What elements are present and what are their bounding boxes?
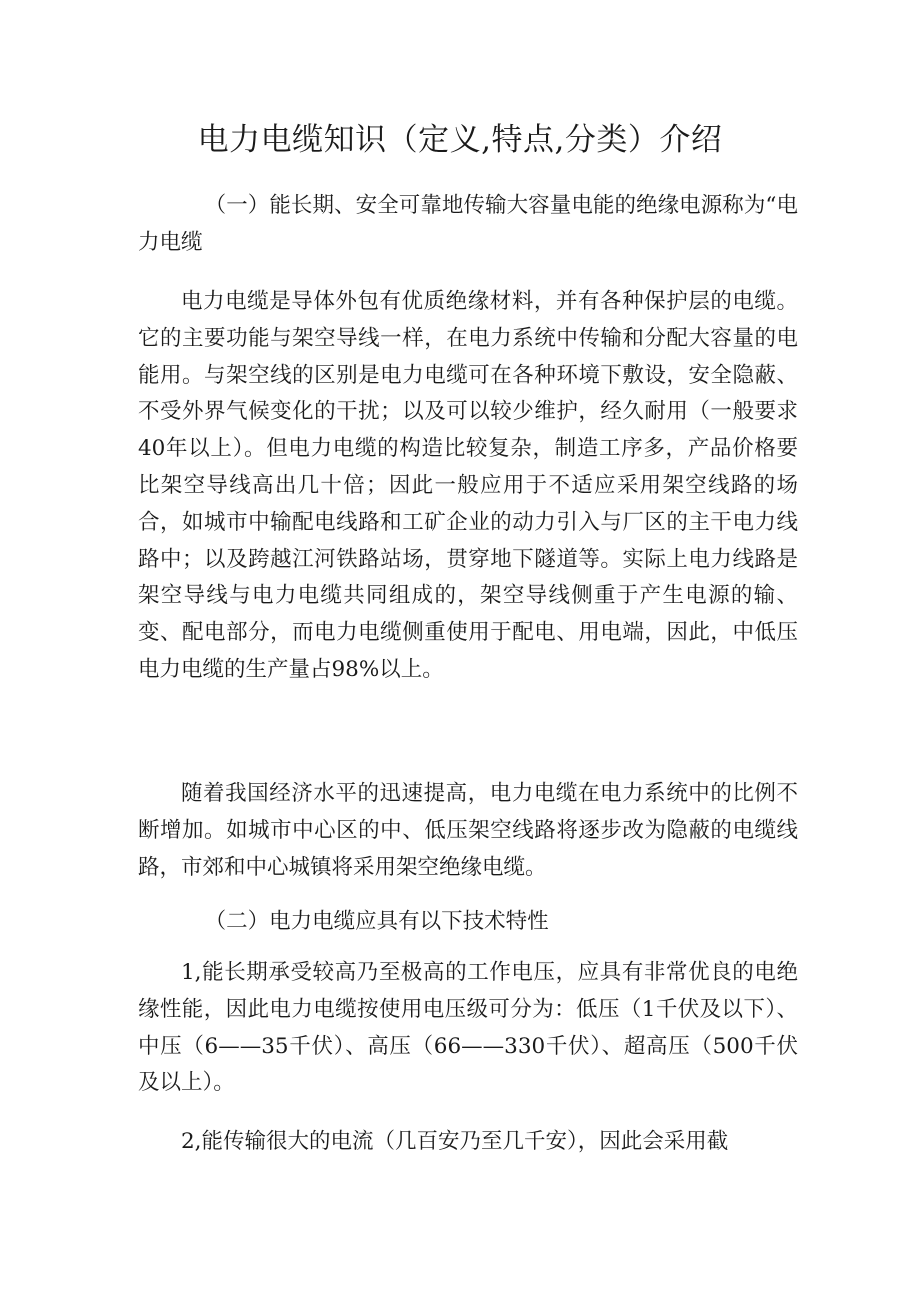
paragraph-2: 随着我国经济水平的迅速提高，电力电缆在电力系统中的比例不断增加。如城市中心区的中、低压架空线路将逐步改为隐蔽的电缆线路，市郊和中心城镇将采用架空绝缘电缆。 <box>138 781 798 880</box>
section-heading-2: （二）电力电缆应具有以下技术特性 <box>204 909 549 934</box>
paragraph-3: 1,能长期承受较高乃至极高的工作电压，应具有非常优良的电绝缘性能，因此电力电缆按使用电压级可分为：低压（1千伏及以下）、中压（6——35千伏）、高压（66——330千伏）、超高压（500千伏及以上）。 <box>138 960 798 1096</box>
section-heading-1: （一）能长期、安全可靠地传输大容量电能的绝缘电源称为“电力电缆 <box>138 193 798 255</box>
document-title: 电力电缆知识（定义,特点,分类）介绍 <box>197 122 723 158</box>
paragraph-1: 电力电缆是导体外包有优质绝缘材料，并有各种保护层的电缆。它的主要功能与架空导线一样，在电力系统中传输和分配大容量的电能用。与架空线的区别是电力电缆可在各种环境下敷设，安全隐蔽、不受外界气候变化的干扰；以及可以较少维护，经久耐用（一般要求40年以上）。但电力电缆的构造比较复杂，制造工序多，产品价格要比架空导线高出几十倍；因此一般应用于不适应采用架空线路的场合，如城市中输配电线路和工矿企业的动力引入与厂区的主干电力线路中；以及跨越江河铁路站场，贯穿地下隧道等。实际上电力线路是架空导线与电力电缆共同组成的，架空导线侧重于产生电源的输、变、配电部分，而电力电缆侧重使用于配电、用电端，因此，中低压电力电缆的生产量占98%以上。 <box>138 289 798 682</box>
paragraph-4: 2,能传输很大的电流（几百安乃至几千安），因此会采用截 <box>181 1129 729 1154</box>
